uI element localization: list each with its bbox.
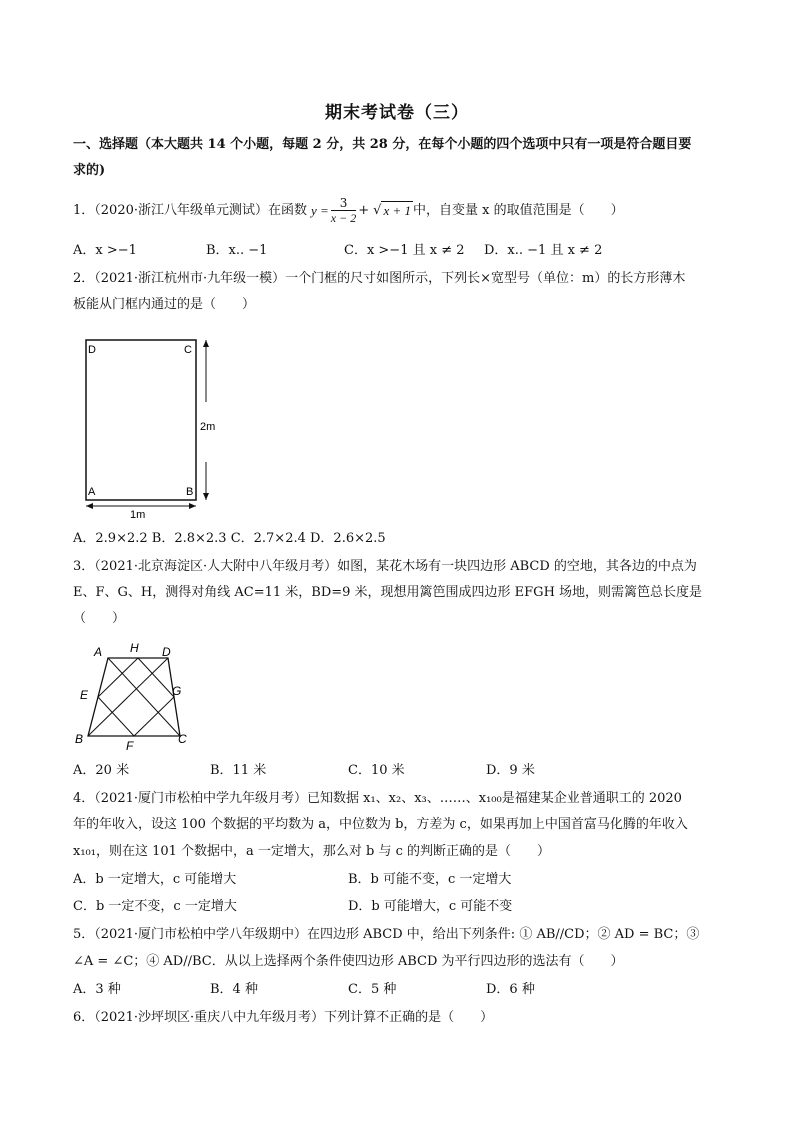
q1-prefix: 1．（2020·浙江八年级单元测试）在函数 bbox=[73, 202, 307, 218]
diagonal-bd bbox=[88, 658, 168, 736]
question-4-line3: x₁₀₁，则在这 101 个数据中，a 一定增大，那么对 b 与 c 的判断正确的是（ ） bbox=[73, 844, 551, 859]
quad-label-c: C bbox=[178, 732, 187, 746]
q3-option-b: B．11 米 bbox=[210, 763, 267, 778]
section-heading-line1: 一、选择题（本大题共 14 个小题，每题 2 分，共 28 分，在每个小题的四个选项中只有一项是符合题目要 bbox=[73, 137, 692, 152]
door-label-a: A bbox=[88, 486, 96, 498]
q1-y-equals: y = bbox=[311, 202, 329, 218]
question-4-line1: 4．（2021·厦门市松柏中学九年级月考）已知数据 x₁、x₂、x₃、……、x₁₀₀是福建某企业普通职工的 2020 bbox=[73, 791, 682, 806]
q4-option-c: C．b 一定不变，c 一定增大 bbox=[73, 899, 237, 914]
quadrilateral-efgh bbox=[98, 658, 174, 736]
door-label-d: D bbox=[88, 344, 96, 356]
height-label: 2m bbox=[200, 421, 216, 433]
width-arrow-right bbox=[189, 503, 196, 509]
q1-fraction-numerator: 3 bbox=[331, 196, 356, 211]
question-2-line2: 板能从门框内通过的是（ ） bbox=[73, 297, 256, 312]
quadrilateral-abcd bbox=[88, 658, 180, 736]
quad-label-a: A bbox=[94, 645, 103, 659]
q3-option-c: C．10 米 bbox=[348, 763, 405, 778]
q1-option-d: D．x.. −1 且 x ≠ 2 bbox=[484, 243, 603, 258]
height-arrow-down bbox=[203, 493, 209, 500]
q1-fraction bbox=[331, 196, 356, 225]
question-3-line2: E、F、G、H，测得对角线 AC=11 米，BD=9 米，现想用篱笆围成四边形 EFGH 场地，则需篱笆总长度是 bbox=[73, 585, 703, 600]
q1-option-c: C．x >−1 且 x ≠ 2 bbox=[344, 243, 465, 258]
question-1-stem bbox=[73, 196, 624, 225]
door-label-b: B bbox=[186, 486, 194, 498]
quad-label-h: H bbox=[130, 641, 139, 655]
q1-option-b: B．x.. −1 bbox=[206, 243, 268, 258]
question-3-line3: （ ） bbox=[73, 611, 126, 626]
question-4-line2: 年的年收入，设这 100 个数据的平均数为 a，中位数为 b，方差为 c，如果再加上中国首富马化腾的年收入 bbox=[73, 817, 688, 832]
width-label: 1m bbox=[130, 509, 146, 521]
q1-plus: + bbox=[358, 202, 370, 218]
q2-options: A．2.9×2.2 B．2.8×2.3 C．2.7×2.4 D．2.6×2.5 bbox=[73, 531, 386, 546]
q4-option-d: D．b 可能增大，c 可能不变 bbox=[348, 899, 513, 914]
door-label-c: C bbox=[184, 344, 192, 356]
quad-label-e: E bbox=[80, 688, 89, 702]
question-3-line1: 3．（2021·北京海淀区·人大附中八年级月考）如图，某花木场有一块四边形 ABCD 的空地，其各边的中点为 bbox=[73, 559, 697, 574]
quad-label-f: F bbox=[126, 739, 134, 753]
door-frame-rect bbox=[86, 340, 196, 500]
q5-option-c: C．5 种 bbox=[348, 982, 397, 997]
page-title: 期末考试卷（三） bbox=[325, 103, 469, 123]
door-frame-figure bbox=[80, 332, 230, 522]
q5-option-d: D．6 种 bbox=[486, 982, 535, 997]
q1-option-a: A．x >−1 bbox=[73, 243, 137, 258]
q4-option-a: A．b 一定增大，c 可能增大 bbox=[73, 872, 237, 887]
question-2-line1: 2．（2021·浙江杭州市·九年级一模）一个门框的尺寸如图所示，下列长×宽型号（单位：m）的长方形薄木 bbox=[73, 271, 686, 286]
q4-option-b: B．b 可能不变，c 一定增大 bbox=[348, 872, 512, 887]
quadrilateral-figure bbox=[70, 640, 200, 755]
width-arrow-left bbox=[86, 503, 93, 509]
question-5-line1: 5．（2021·厦门市松柏中学八年级期中）在四边形 ABCD 中，给出下列条件: ① AB//CD；② AD = BC；③ bbox=[73, 927, 700, 942]
q1-suffix: 中，自变量 x 的取值范围是（ ） bbox=[412, 202, 624, 218]
q5-option-b: B．4 种 bbox=[210, 982, 258, 997]
q3-option-a: A．20 米 bbox=[73, 763, 130, 778]
q1-fraction-denominator: x − 2 bbox=[330, 211, 357, 225]
q3-option-d: D．9 米 bbox=[486, 763, 535, 778]
q1-sqrt-sign: √ bbox=[373, 202, 382, 218]
quad-label-g: G bbox=[172, 684, 182, 698]
quad-label-d: D bbox=[162, 645, 171, 659]
quad-label-b: B bbox=[75, 732, 84, 746]
question-6-line1: 6．（2021·沙坪坝区·重庆八中九年级月考）下列计算不正确的是（ ） bbox=[73, 1010, 494, 1025]
section-heading-line2: 求的) bbox=[73, 163, 106, 178]
height-arrow-up bbox=[203, 340, 209, 347]
q5-option-a: A．3 种 bbox=[73, 982, 121, 997]
question-5-line2: ∠A = ∠C；④ AD//BC．从以上选择两个条件使四边形 ABCD 为平行四边形的选法有（ ） bbox=[73, 954, 624, 969]
q1-sqrt-body: x + 1 bbox=[383, 203, 411, 218]
